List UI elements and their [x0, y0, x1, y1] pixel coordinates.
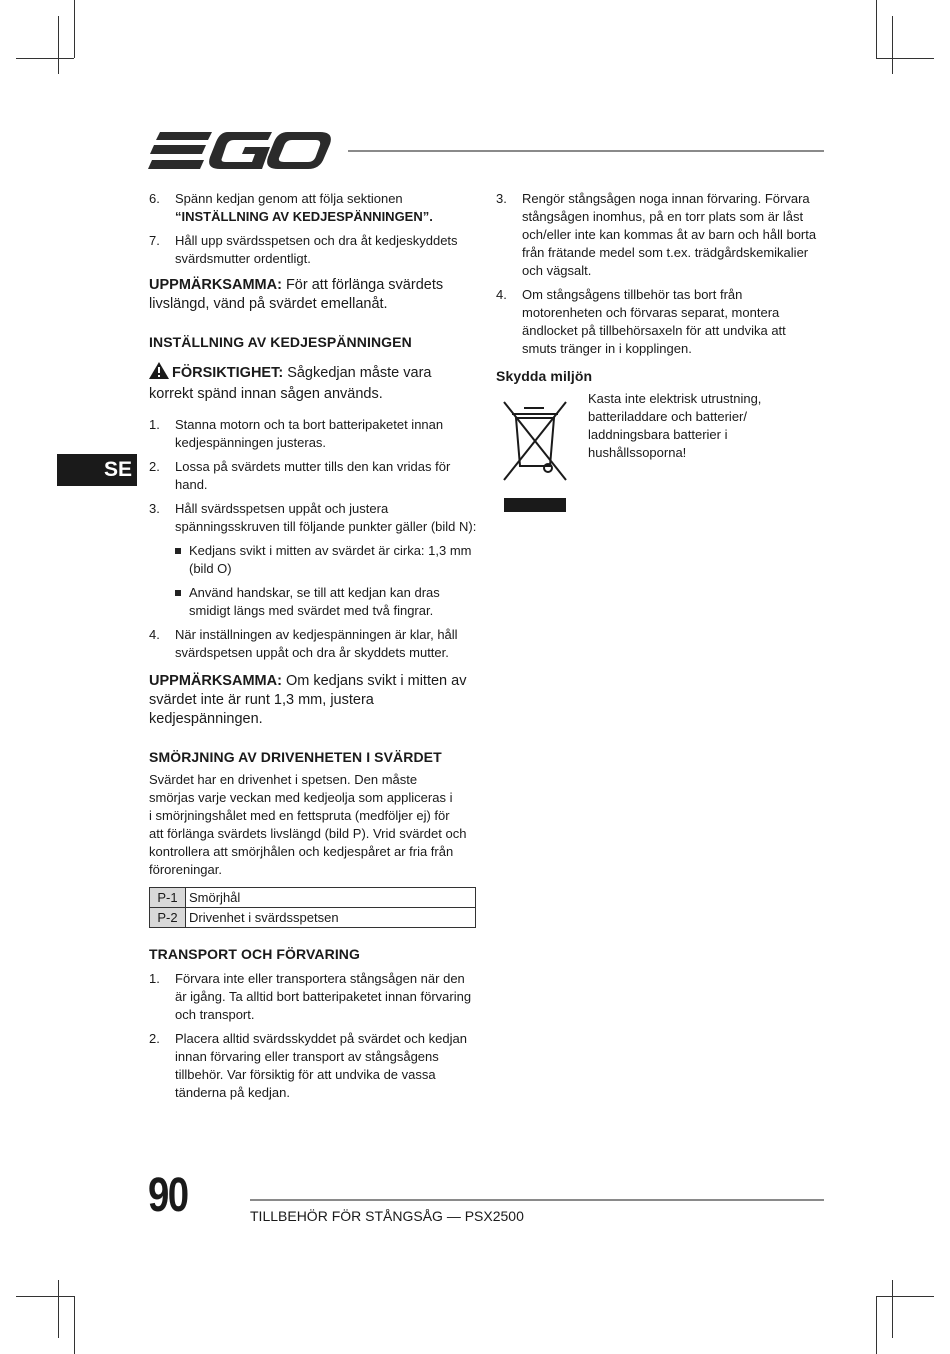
list-item: 3. Rengör stångsågen noga innan förvaring. Förvara stångsågen inomhus, på en torr plats som är låst och/eller inte kan kommas åt av barn och håll borta från frätande medel som t.ex. trädgårdskemikalier och vägsalt.: [496, 191, 817, 278]
steps-list-a: [149, 190, 477, 268]
list-item: 7. Håll upp svärdsspetsen och dra åt kedjeskyddets svärdsmutter ordentligt.: [149, 233, 458, 266]
list-item: 2. Placera alltid svärdsskyddet på svärdet och kedjan innan förvaring eller transport av stångsågens tillbehör. Var försiktig för att undvika de vassa tänderna på kedjan.: [149, 1031, 467, 1100]
right-column: [496, 190, 824, 510]
bullet-item: Kedjans svikt i mitten av svärdet är cirka: 1,3 mm (bild O): [175, 542, 477, 578]
environment-text: Kasta inte elektrisk utrustning, batteriladdare och batterier/ laddningsbara batterier i hushållssoporna!: [588, 391, 762, 460]
list-item: 1. Förvara inte eller transportera stångsågen när den är igång. Ta alltid bort batteripaketet innan förvaring och transport.: [149, 971, 472, 1022]
list-item: 4. Om stångsågens tillbehör tas bort från motorenheten och förvaras separat, montera ändlocket på tillbehörsaxeln för att undvika att smuts tränger in i kopplingen.: [496, 287, 786, 356]
table-row: P-1 Smörjhål: [150, 888, 476, 908]
bullet-item: Använd handskar, se till att kedjan kan dras smidigt längs med svärdet med två fingrar.: [175, 584, 477, 620]
warning-icon: [149, 362, 169, 385]
environment-block: [496, 390, 824, 510]
list-item: 2. Lossa på svärdets mutter tills den kan vridas för hand.: [149, 459, 451, 492]
attention-note: UPPMÄRKSAMMA: För att förlänga svärdets livslängd, vänd på svärdet emellanåt.: [149, 277, 444, 312]
crossed-out-wheelie-bin-icon: [500, 394, 572, 512]
footer-title: TILLBEHÖR FÖR STÅNGSÅG — PSX2500: [250, 1208, 524, 1224]
section-heading-transport: TRANSPORT OCH FÖRVARING: [149, 946, 361, 962]
bullet-icon: [175, 548, 181, 554]
caution-note: FÖRSIKTIGHET: Sågkedjan måste vara korrekt spänd innan sågen används.: [149, 362, 477, 404]
ego-logo-mark: [148, 128, 332, 174]
table-row: P-2 Drivenhet i svärdsspetsen: [150, 908, 476, 928]
page-number: 90: [148, 1169, 188, 1222]
list-item: 6. Spänn kedjan genom att följa sektionen “INSTÄLLNING AV KEDJESPÄNNINGEN”.: [149, 191, 433, 224]
list-item: 3. Håll svärdsspetsen uppåt och justera spänningsskruven till följande punkter gäller (bild N): Kedjans svikt i mitten av svärdet är cirka: 1,3 mm (bild O) Använd handskar, se till att kedjan kan dras smidigt längs med svärdet med två fingrar.: [149, 501, 477, 618]
section-heading-chain-tension: INSTÄLLNING AV KEDJESPÄNNINGEN: [149, 334, 412, 350]
section-heading-lubrication: SMÖRJNING AV DRIVENHETEN I SVÄRDET: [149, 749, 442, 765]
steps-list-c: [149, 970, 477, 1102]
footer-rule: [250, 1199, 824, 1201]
environment-heading: Skydda miljön: [496, 368, 593, 384]
lubrication-paragraph: Svärdet har en drivenhet i spetsen. Den måste smörjas varje veckan med kedjeolja som appliceras i i smörjningshålet med en fettspruta (medföljer ej) för att förlänga svärdets livslängd (bild P). Vrid svärdet och kontrollera att smörjhålen och kedjespåret ar fria från föroreningar.: [149, 772, 467, 877]
language-tab-label: SE: [103, 458, 132, 481]
bullet-list: [175, 542, 477, 620]
bullet-icon: [175, 590, 181, 596]
steps-list-right: [496, 190, 824, 358]
list-item: 4. När inställningen av kedjespänningen är klar, håll svärdspetsen uppåt och dra år skyddets mutter.: [149, 627, 458, 660]
ego-logo: [148, 128, 332, 174]
parts-table: [149, 887, 476, 928]
steps-list-b: [149, 416, 477, 662]
attention-note: UPPMÄRKSAMMA: Om kedjans svikt i mitten av svärdet inte är runt 1,3 mm, justera kedjespänningen.: [149, 673, 467, 727]
language-tab: [57, 454, 137, 486]
list-item: 1. Stanna motorn och ta bort batteripaketet innan kedjespänningen justeras.: [149, 417, 444, 450]
left-column: [149, 190, 477, 1108]
header-rule: [348, 150, 824, 152]
